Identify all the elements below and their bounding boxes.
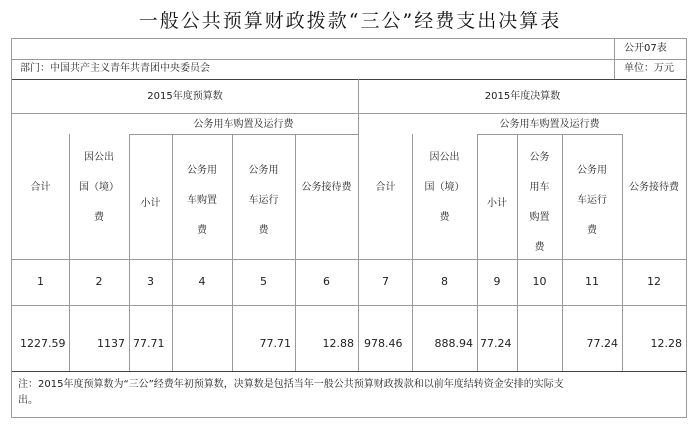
budget-abroad-value: 1137 [97,337,125,350]
budget-abroad-header: 因公出 国（境） 费 [79,152,119,223]
form-number: 公开07表 [624,43,667,54]
final-abroad-header: 因公出 国（境） 费 [424,152,465,223]
footnote-line-2: 出。 [18,395,38,406]
final-reception-value: 12.28 [650,337,682,350]
column-number: 7 [382,275,389,288]
expenditure-table [11,38,687,418]
footnote [18,377,684,409]
unit-label: 单位：万元 [624,63,674,74]
column-number: 6 [323,275,330,288]
budget-subtotal-header: 小计 [140,198,161,209]
column-number: 2 [95,275,103,288]
final-operation-value: 77.24 [586,337,618,350]
row-divider [477,134,622,135]
final-subtotal-value: 77.24 [480,337,512,350]
row-divider [12,371,686,372]
column-number: 1 [37,275,44,288]
column-number: 5 [260,275,267,288]
final-abroad-value: 888.94 [434,337,473,350]
page-title: 一般公共预算财政拨款“三公”经费支出决算表 [138,10,562,32]
row-divider [12,113,686,114]
column-number: 8 [441,275,448,288]
final-group-header: 2015年度决算数 [484,91,561,102]
row-divider [12,59,686,60]
footnote-line-1: 注：2015年度预算数为“三公”经费年初预算数，决算数是包括当年一般公共预算财政拨款和以前年度结转资金安排的实际支 [18,379,564,390]
column-number: 11 [585,275,599,288]
budget-reception-value: 12.88 [322,337,354,350]
department-label: 部门：中国共产主义青年共青团中央委员会 [20,63,210,74]
column-divider [295,134,296,371]
column-divider [614,39,615,79]
column-divider [477,134,478,371]
final-total-value: 978.46 [364,337,403,350]
row-divider [12,259,686,260]
budget-total-header: 合计 [30,182,51,193]
column-divider [358,79,359,371]
budget-operation-header: 公务用 车运行 费 [248,165,279,236]
budget-total-value: 1227.59 [20,337,66,350]
row-divider [129,134,358,135]
column-number: 3 [147,275,154,288]
column-number: 4 [198,275,206,288]
row-divider [12,79,686,80]
budget-operation-value: 77.71 [259,337,291,350]
column-divider [622,134,623,371]
final-reception-header: 公务接待费 [629,182,679,193]
budget-purchase-header: 公务用 车购置 费 [187,165,217,236]
budget-subtotal-value: 77.71 [133,337,165,350]
budget-reception-header: 公务接待费 [301,182,352,193]
row-divider [12,305,686,306]
final-purchase-header: 公务 用车 购置 费 [529,152,550,253]
column-divider [129,134,130,371]
final-total-header: 合计 [375,182,396,193]
column-number: 10 [532,275,547,288]
budget-vehicle-group-header: 公务用车购置及运行费 [193,119,294,130]
final-subtotal-header: 小计 [487,198,507,209]
final-vehicle-group-header: 公务用车购置及运行费 [499,119,600,130]
column-number: 12 [647,275,661,288]
budget-group-header: 2015年度预算数 [147,91,223,102]
column-number: 9 [493,275,501,288]
final-operation-header: 公务用 车运行 费 [577,165,607,236]
